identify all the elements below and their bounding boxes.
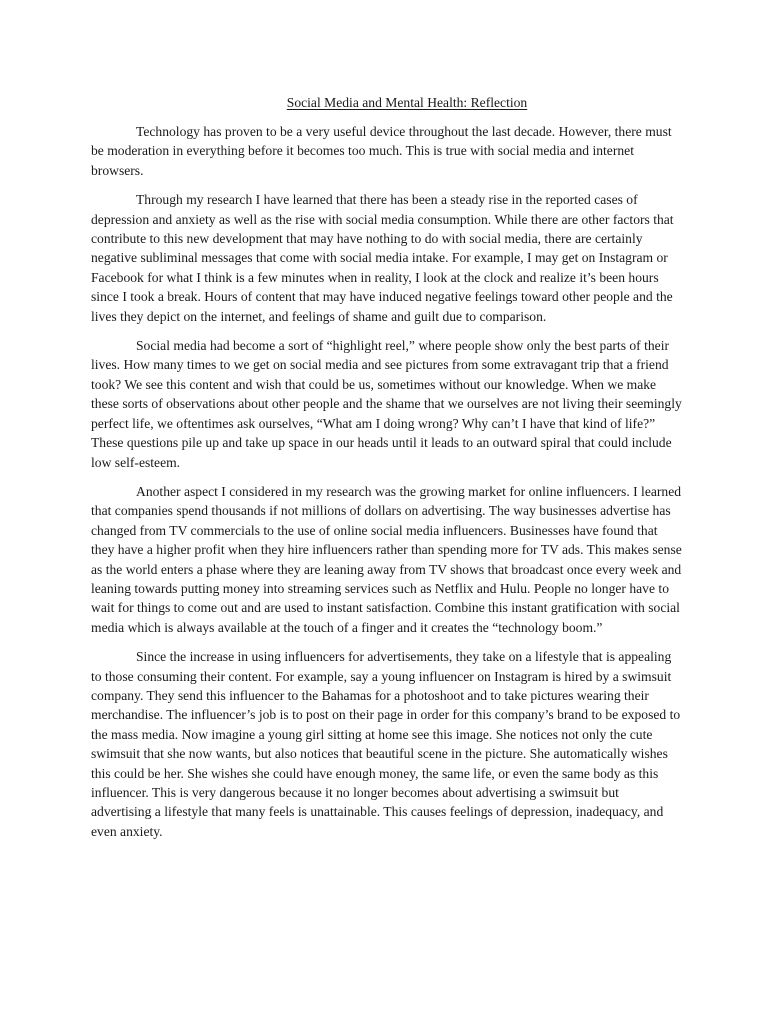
paragraph-3: Social media had become a sort of “highlight reel,” where people show only the best parts of their lives. How many times to we get on social media and see pictures from some extravagant trip that a friend took? We see this content and wish that could be us, sometimes without our knowledge. When we make these sorts of observations about other people and the shame that we ourselves are not living their seemingly perfect life, we oftentimes ask ourselves, “What am I doing wrong? Why can’t I have that kind of life?” These questions pile up and take up space in our heads until it leads to an outward spiral that could include low self-esteem. <box>91 338 682 470</box>
paragraph-1: Technology has proven to be a very useful device throughout the last decade. However, there must be moderation in everything before it becomes too much. This is true with social media and internet browsers. <box>91 124 672 178</box>
paragraph-2: Through my research I have learned that there has been a steady rise in the reported cases of depression and anxiety as well as the rise with social media consumption. While there are other factors that contribute to this new development that may have nothing to do with social media, there are certainly negative subliminal messages that come with social media intake. For example, I may get on Instagram or Facebook for what I think is a few minutes when in reality, I look at the clock and realize it’s been hours since I took a break. Hours of content that may have induced negative feelings toward other people and the lives they depict on the internet, and feelings of shame and guilt due to comparison. <box>91 192 674 324</box>
document-body <box>91 122 682 851</box>
paragraph-5: Since the increase in using influencers for advertisements, they take on a lifestyle that is appealing to those consuming their content. For example, say a young influencer on Instagram is hired by a swimsuit company. They send this influencer to the Bahamas for a photoshoot and to take pictures wearing their merchandise. The influencer’s job is to post on their page in order for this company’s brand to be exposed to the mass media. Now imagine a young girl sitting at home see this image. She notices not only the cute swimsuit that she now wants, but also notices that beautiful scene in the picture. She automatically wishes this could be her. She wishes she could have enough money, the same life, or even the same body as this influencer. This is very dangerous because it no longer becomes about advertising a swimsuit but advertising a lifestyle that many feels is unattainable. This causes feelings of depression, inadequacy, and even anxiety. <box>91 649 681 839</box>
document-title: Social Media and Mental Health: Reflection <box>286 95 528 110</box>
paragraph-4: Another aspect I considered in my research was the growing market for online influencers. I learned that companies spend thousands if not millions of dollars on advertising. The way businesses advertise has changed from TV commercials to the use of online social media influencers. Businesses have found that they have a higher profit when they hire influencers rather than spending more for TV ads. This makes sense as the world enters a phase where they are leaning away from TV shows that broadcast once every week and leaning towards putting money into streaming services such as Netflix and Hulu. People no longer have to wait for things to come out and are used to instant satisfaction. Combine this instant gratification with social media which is always available at the touch of a finger and it creates the “technology boom.” <box>91 483 682 635</box>
